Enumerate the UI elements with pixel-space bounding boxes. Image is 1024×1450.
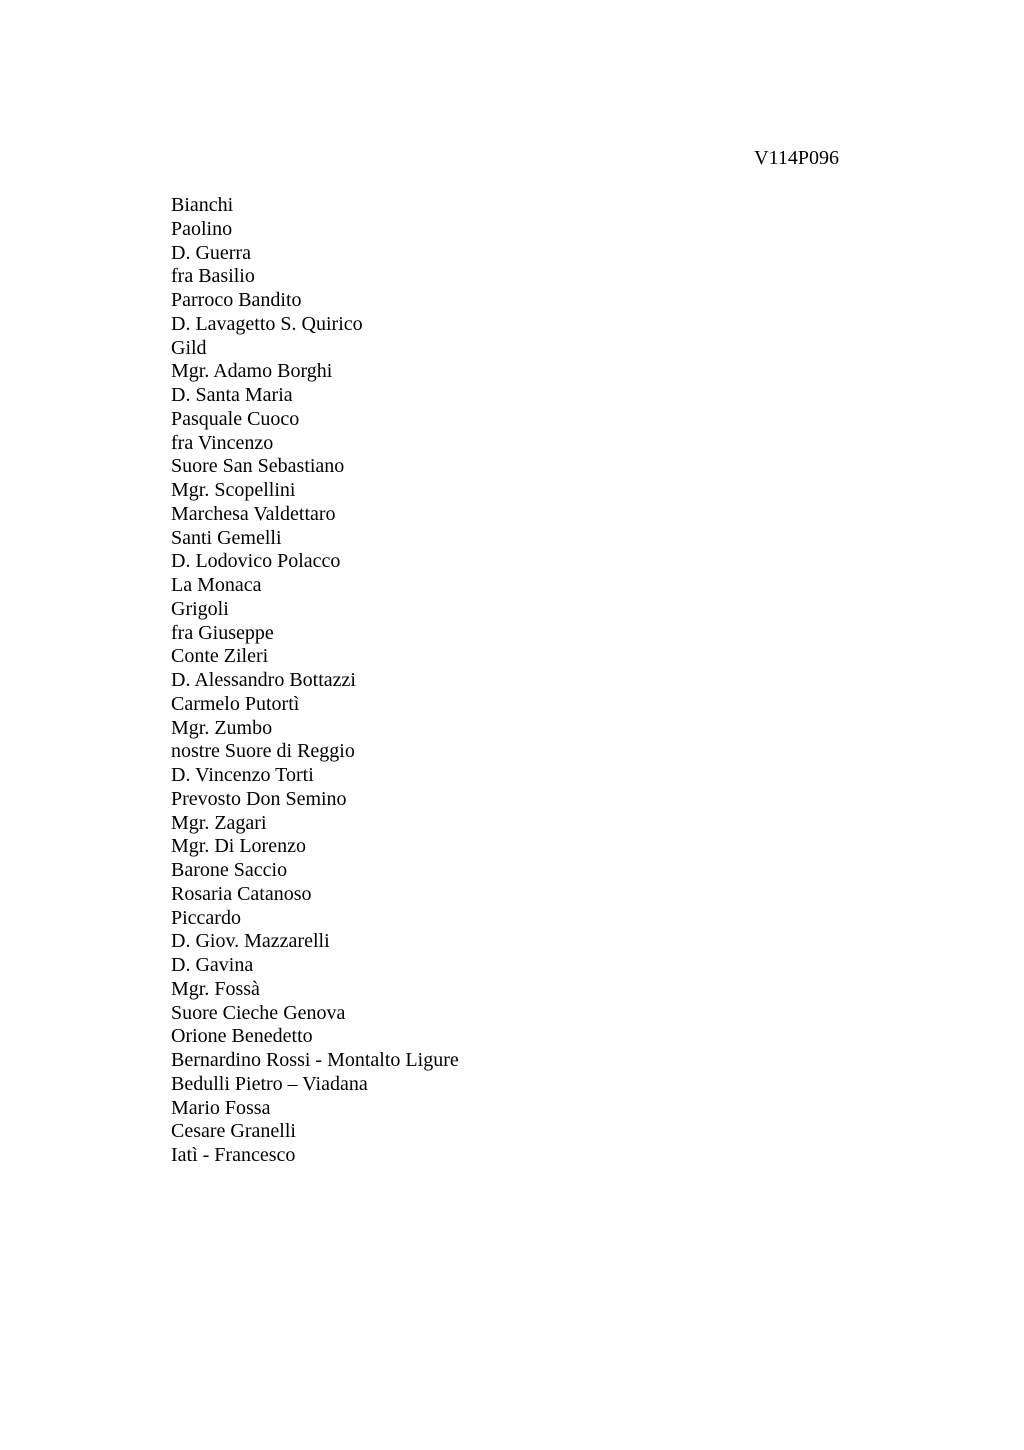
name-entry: Santi Gemelli	[171, 526, 282, 549]
name-entry: Bernardino Rossi - Montalto Ligure	[171, 1049, 459, 1071]
name-entry: Gild	[171, 336, 207, 359]
name-entry: D. Lavagetto S. Quirico	[171, 312, 363, 335]
name-entry: Mgr. Zumbo	[171, 716, 273, 739]
name-entry: Mario Fossa	[171, 1096, 271, 1119]
name-entry: Barone Saccio	[171, 859, 288, 881]
name-entry: D. Giov. Mazzarelli	[171, 930, 330, 953]
page-identifier: V114P096	[754, 147, 839, 169]
name-list	[171, 194, 459, 1168]
name-entry: fra Basilio	[171, 265, 255, 288]
name-entry: Bianchi	[171, 194, 234, 216]
name-entry: Mgr. Scopellini	[171, 479, 296, 501]
name-entry: Conte Zileri	[171, 645, 269, 668]
name-entry: Mgr. Fossà	[171, 977, 260, 1000]
name-entry: Mgr. Di Lorenzo	[171, 835, 306, 858]
name-entry: Bedulli Pietro – Viadana	[171, 1072, 368, 1095]
name-entry: Carmelo Putortì	[171, 692, 300, 715]
name-entry: Mgr. Zagari	[171, 811, 267, 834]
name-entry: Suore San Sebastiano	[171, 455, 345, 478]
name-entry: La Monaca	[171, 574, 262, 596]
name-entry: Cesare Granelli	[171, 1120, 296, 1143]
name-entry: fra Giuseppe	[171, 621, 274, 644]
name-entry: D. Santa Maria	[171, 384, 293, 406]
name-entry: Rosaria Catanoso	[171, 882, 312, 905]
name-entry: Pasquale Cuoco	[171, 407, 300, 430]
name-entry: fra Vincenzo	[171, 431, 274, 454]
name-entry: D. Guerra	[171, 241, 251, 264]
name-entry: D. Lodovico Polacco	[171, 550, 341, 573]
name-entry: nostre Suore di Reggio	[171, 740, 355, 763]
name-entry: Paolino	[171, 217, 233, 240]
name-entry: Marchesa Valdettaro	[171, 502, 336, 525]
name-entry: D. Gavina	[171, 954, 254, 976]
name-entry: Grigoli	[171, 597, 229, 620]
name-entry: Piccardo	[171, 906, 241, 929]
name-entry: Iatì - Francesco	[171, 1144, 296, 1166]
name-entry: Orione Benedetto	[171, 1025, 313, 1048]
name-entry: D. Vincenzo Torti	[171, 764, 314, 786]
name-entry: Parroco Bandito	[171, 289, 302, 311]
name-entry: Mgr. Adamo Borghi	[171, 360, 333, 383]
name-entry: Suore Cieche Genova	[171, 1001, 346, 1024]
name-entry: D. Alessandro Bottazzi	[171, 669, 356, 691]
name-entry: Prevosto Don Semino	[171, 787, 347, 810]
